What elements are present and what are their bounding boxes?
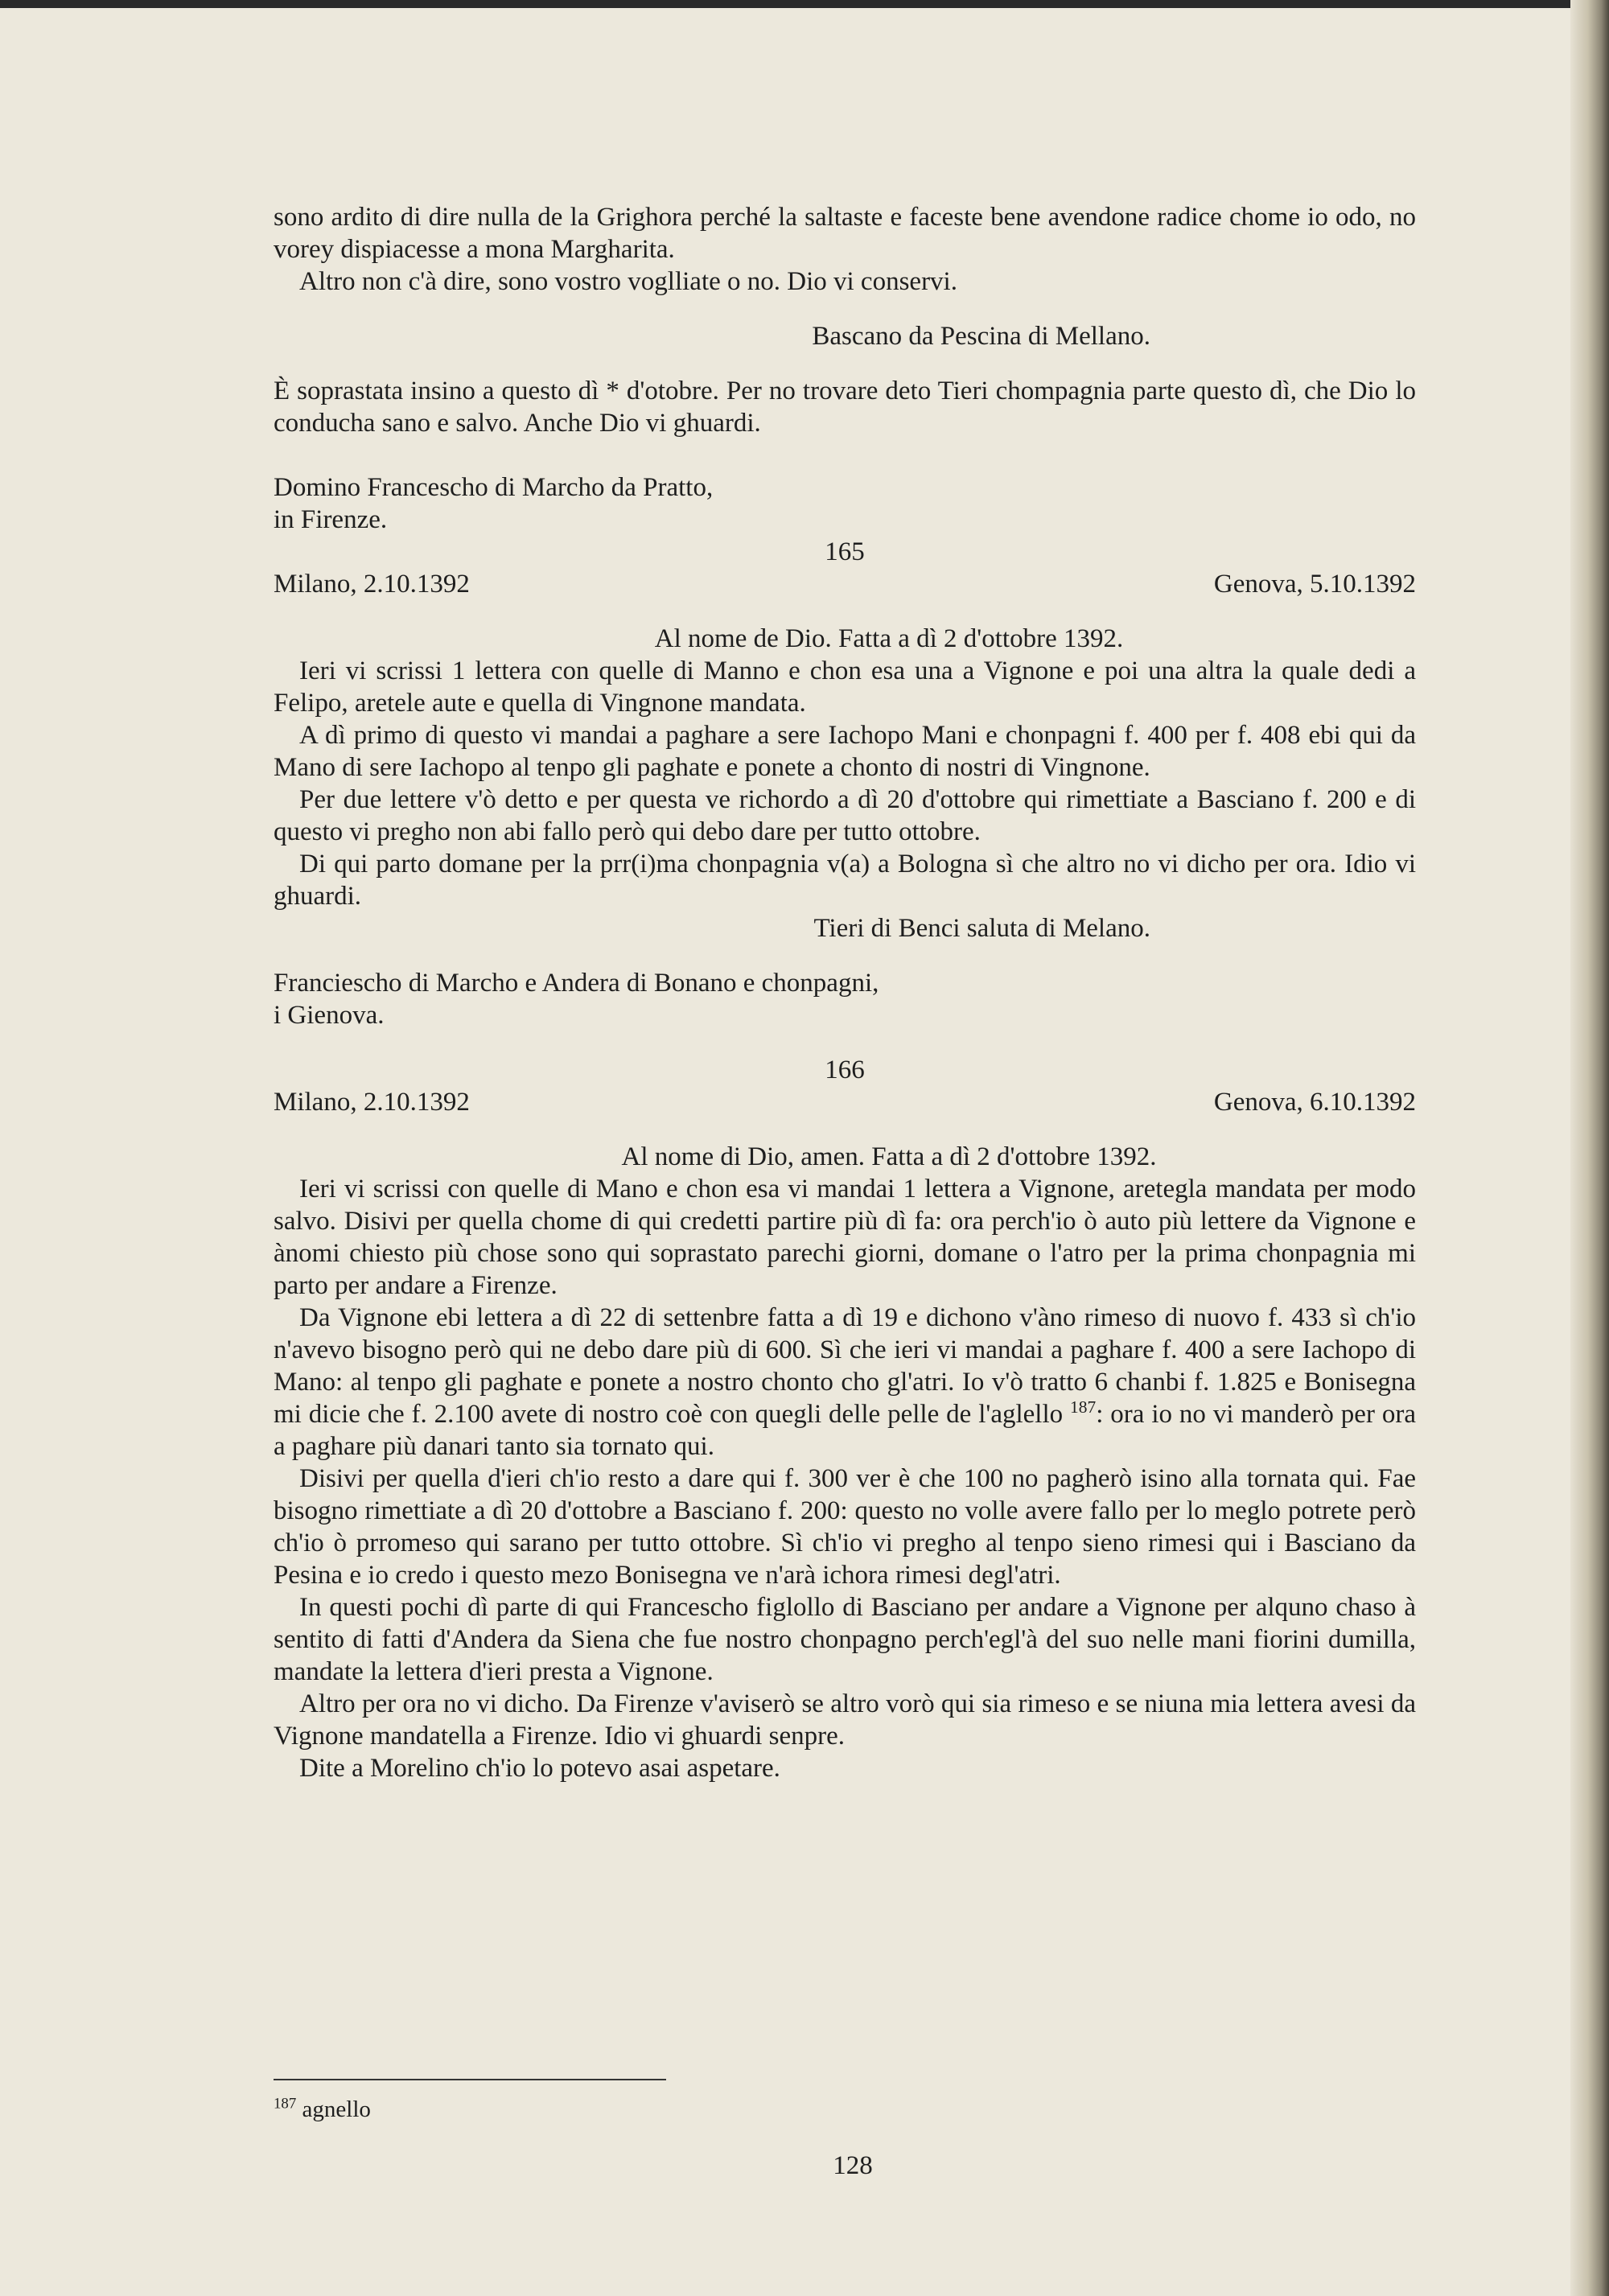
- letter-165-paragraph: Di qui parto domane per la prr(i)ma chonpagnia v(a) a Bologna sì che altro no vi dicho per ora. Idio vi ghuardi.: [274, 850, 1416, 911]
- letter-165-paragraph: A dì primo di questo vi mandai a paghare a sere Iachopo Mani e chonpagni f. 400 per f. 408 ebi qui da Mano di sere Iachopo al tenpo gli paghate e ponete a chonto di nostri di Vingnone.: [274, 721, 1416, 782]
- footnote-number: 187: [274, 2095, 297, 2113]
- page-number: 128: [833, 2151, 873, 2180]
- letter-166-paragraph: Ieri vi scrissi con quelle di Mano e chon esa vi mandai 1 lettera a Vignone, aretegla mandata per modo salvo. Disivi per quella chome di qui credetti partire più dì fa: ora perch'io ò auto più lettere da Vignone e ànomi chiesto più chose sono qui soprastato parechi giorni, domane o l'atro per la prima chonpagnia mi parto per andare a Firenze.: [274, 1175, 1416, 1300]
- letter-166-number: 166: [825, 1055, 865, 1084]
- letter-165-signature: Tieri di Benci saluta di Melano.: [813, 914, 1150, 943]
- spacer: [274, 1031, 1416, 1054]
- spacer: [274, 352, 1416, 375]
- page-body: [274, 201, 1416, 1784]
- letter-164-address-line1: Domino Francescho di Marcho da Pratto,: [274, 473, 714, 502]
- spacer: [274, 944, 1416, 967]
- letter-166-date-row: [274, 1086, 1416, 1118]
- page-top-edge: [0, 0, 1609, 8]
- letter-165-heading: Al nome de Dio. Fatta a dì 2 d'ottobre 1392.: [654, 624, 1124, 653]
- letter-166-paragraph-text: Da Vignone ebi lettera a dì 22 di settenbre fatta a dì 19 e dichono v'àno rimeso di nuovo f. 433 sì ch'io n'avevo bisogno però qui ne debo dare più di 600. Sì che ieri vi mandai a paghare f. 400 a sere Iachopo di Mano: al tenpo gli paghate e ponete a nostro chonto cho gl'atri. Io v'ò tratto 6 chanbi f. 1.825 e Bonisegna mi dicie che f. 2.100 avete di nostro coè con quegli delle pelle de l'aglello: [274, 1303, 1416, 1429]
- letter-165-paragraph: Per due lettere v'ò detto e per questa ve richordo a dì 20 d'ottobre qui rimettiate a Basciano f. 200 e di questo vi pregho non abi fallo però qui debo dare per tutto ottobre.: [274, 785, 1416, 846]
- letter-166-paragraph: In questi pochi dì parte di qui Francescho figlollo di Basciano per andare a Vignone per alquno chaso à sentito di fatti d'Andera da Siena che fue nostro chonpagno perch'egl'à del suo nelle mani fiorini dumilla, mandate la lettera d'ieri presta a Vignone.: [274, 1593, 1416, 1686]
- letter-164-signature: Bascano da Pescina di Mellano.: [812, 322, 1150, 351]
- spacer: [274, 1118, 1416, 1141]
- footnote: [274, 2093, 371, 2125]
- footnote-text: agnello: [302, 2096, 371, 2122]
- page-binding-shadow: [1570, 0, 1609, 2296]
- letter-165-origin-date: Milano, 2.10.1392: [274, 570, 470, 599]
- letter-166-heading: Al nome di Dio, amen. Fatta a dì 2 d'ottobre 1392.: [621, 1142, 1157, 1171]
- letter-164-closing-line: Altro non c'à dire, sono vostro voglliate o no. Dio vi conservi.: [299, 267, 957, 296]
- letter-165-address-line1: Franciescho di Marcho e Andera di Bonano e chonpagni,: [274, 969, 879, 998]
- letter-166-paragraph-text: : ora io no vi manderò per ora a paghare più danari tanto sia tornato qui.: [274, 1400, 1416, 1461]
- letter-166-origin-date: Milano, 2.10.1392: [274, 1088, 470, 1117]
- letter-166-paragraph: Dite a Morelino ch'io lo potevo asai aspetare.: [299, 1754, 780, 1783]
- footnote-divider: [274, 2079, 666, 2080]
- footnote-reference[interactable]: 187: [1070, 1397, 1097, 1417]
- letter-166-paragraph: Disivi per quella d'ieri ch'io resto a dare qui f. 300 ver è che 100 no pagherò isino alla tornata qui. Fae bisogno rimettiate a dì 20 d'ottobre a Basciano f. 200: questo no volle avere fallo per lo meglo potrete però ch'io ò prromeso qui sarano per tutto ottobre. Sì ch'io vi pregho al tenpo sieno rimesi qui i Basciano da Pesina e io credo i questo mezo Bonisegna ve n'arà ichora rimesi degl'atri.: [274, 1464, 1416, 1590]
- spacer: [274, 439, 1416, 471]
- letter-165-number: 165: [825, 537, 865, 566]
- letter-164-closing-paragraph: sono ardito di dire nulla de la Grighora perché la saltaste e faceste bene avendone radice chome io odo, no vorey dispiacesse a mona Margharita.: [274, 203, 1416, 264]
- spacer: [274, 600, 1416, 623]
- spacer: [274, 298, 1416, 320]
- letter-164-postscript: È soprastata insino a questo dì * d'otobre. Per no trovare deto Tieri chompagnia parte questo dì, che Dio lo conducha sano e salvo. Anche Dio vi ghuardi.: [274, 376, 1416, 438]
- letter-165-date-row: [274, 568, 1416, 600]
- letter-166-paragraph-with-note: [274, 1302, 1416, 1463]
- letter-166-destination-date: Genova, 6.10.1392: [1213, 1088, 1416, 1117]
- letter-164-address-line2: in Firenze.: [274, 505, 388, 534]
- letter-165-address-line2: i Gienova.: [274, 1001, 385, 1030]
- letter-165-paragraph: Ieri vi scrissi 1 lettera con quelle di Manno e chon esa una a Vignone e poi una altra la quale dedi a Felipo, aretele aute e quella di Vingnone mandata.: [274, 656, 1416, 718]
- letter-165-destination-date: Genova, 5.10.1392: [1213, 570, 1416, 599]
- letter-166-paragraph: Altro per ora no vi dicho. Da Firenze v'aviserò se altro vorò qui sia rimeso e se niuna mia lettera avesi da Vignone mandatella a Firenze. Idio vi ghuardi senpre.: [274, 1689, 1416, 1751]
